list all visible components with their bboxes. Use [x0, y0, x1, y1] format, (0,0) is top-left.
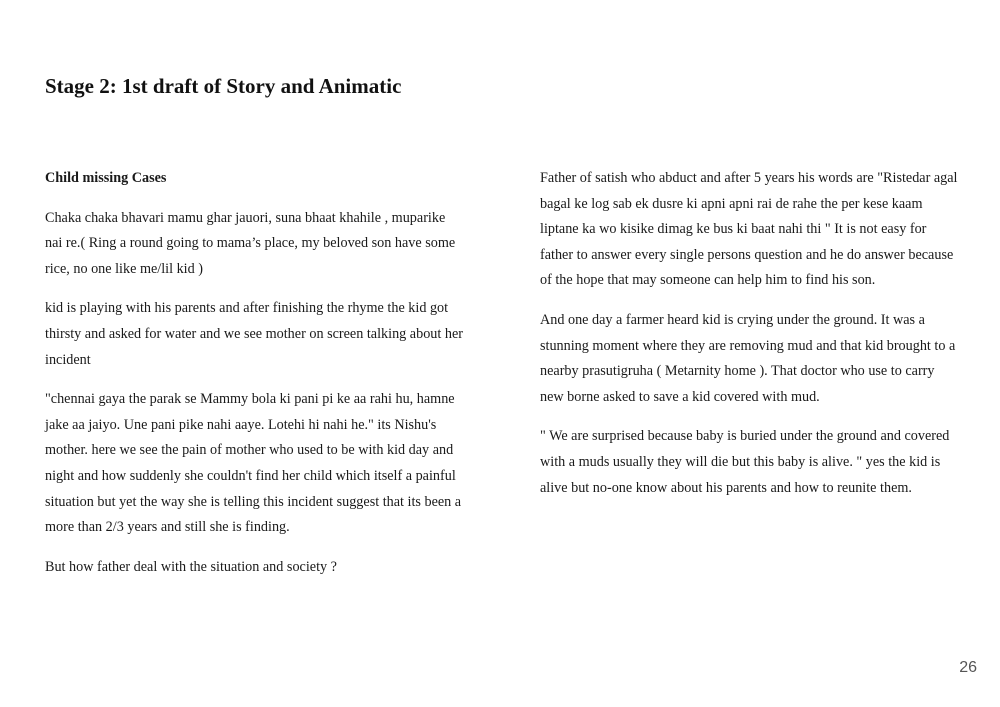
paragraph-mother-quote: "chennai gaya the parak se Mammy bola ki pani pi ke aa rahi hu, hamne jake aa jaiyo. Une pani pike nahi aaye. Lotehi hi nahi he." its Nishu's mother. here we see the pain of mother who used to be with kid day and night and how suddenly she couldn't find her child which itself a painful situation but yet the way she is telling this incident suggest that its been a more than 2/3 years and still she is finding.	[45, 391, 462, 536]
paragraph-kid-playing: kid is playing with his parents and after finishing the rhyme the kid got thirsty and asked for water and we see mother on screen talking about her incident	[45, 300, 463, 368]
paragraph-rhyme: Chaka chaka bhavari mamu ghar jauori, suna bhaat khahile , muparike nai re.( Ring a round going to mama’s place, my beloved son have some rice, no one like me/lil kid )	[45, 209, 456, 277]
section-heading: Child missing Cases	[45, 170, 167, 186]
page-title: Stage 2: 1st draft of Story and Animatic	[45, 74, 402, 98]
page-number: 26	[959, 659, 977, 676]
right-column	[540, 166, 960, 515]
paragraph-farmer: And one day a farmer heard kid is crying under the ground. It was a stunning moment where they are removing mud and that kid brought to a nearby prasutigruha ( Metarnity home ). That doctor who use to carry new borne asked to save a kid covered with mud.	[540, 311, 956, 405]
paragraph-father-satish: Father of satish who abduct and after 5 years his words are "Ristedar agal bagal ke log sab ek dusre ki apni apni rai de rahe the per kese kaam liptane ka wo kisike dimag ke bus ki baat nahi thi " It is not easy for father to answer every single persons question and he do answer because of the hope that may someone can help him to find his son.	[540, 170, 958, 289]
paragraph-father-question: But how father deal with the situation and society ?	[45, 558, 337, 575]
left-column	[45, 166, 463, 594]
paragraph-baby-alive: " We are surprised because baby is buried under the ground and covered with a muds usually they will die but this baby is alive. " yes the kid is alive but no-one know about his parents and how to reunite them.	[540, 428, 950, 496]
